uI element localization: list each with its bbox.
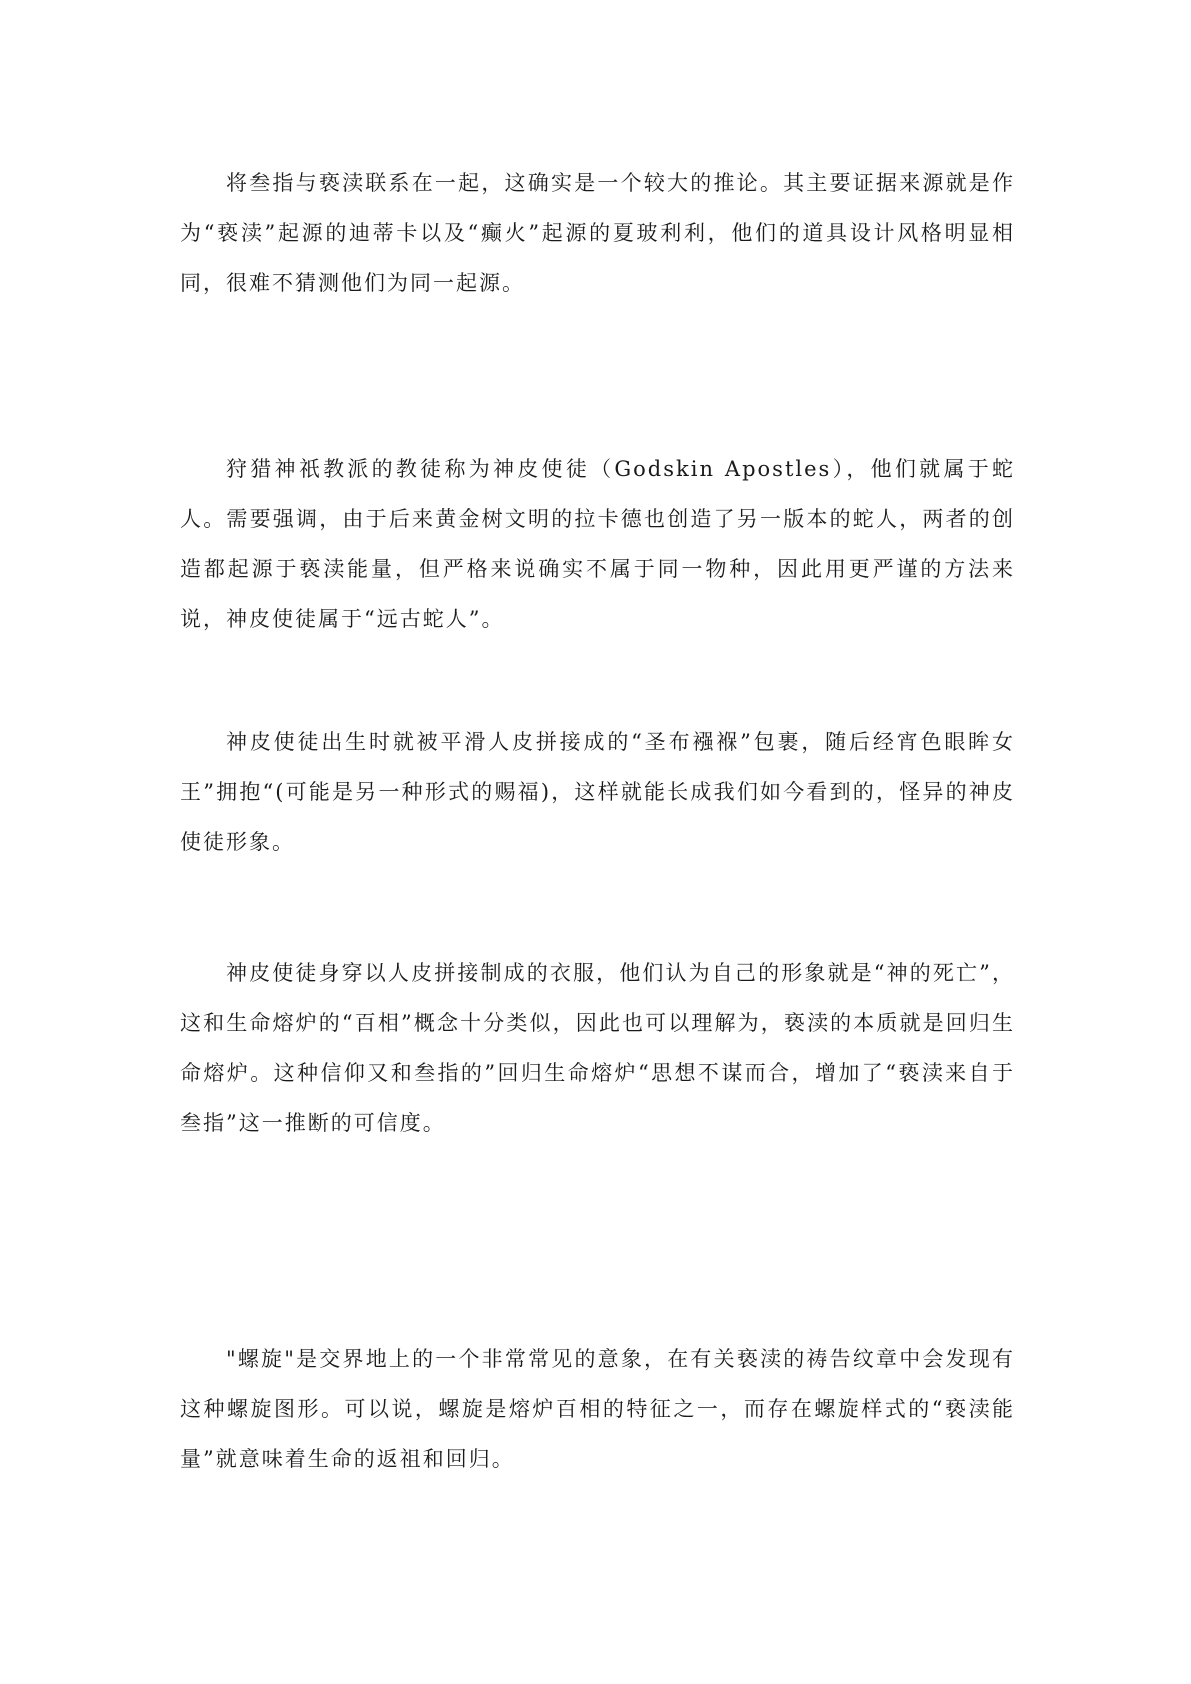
paragraph-godskin-birth: 神皮使徒出生时就被平滑人皮拼接成的“圣布襁褓”包裹，随后经宵色眼眸女王”拥抱“(可能是另一种形式的赐福)，这样就能长成我们如今看到的，怪异的神皮使徒形象。 [180, 730, 1015, 854]
paragraph-godskin-apostles: 狩猎神祇教派的教徒称为神皮使徒（Godskin Apostles），他们就属于蛇人。需要强调，由于后来黄金树文明的拉卡德也创造了另一版本的蛇人，两者的创造都起源于亵渎能量，但严格来说确实不属于同一物种，因此用更严谨的方法来说，神皮使徒属于“远古蛇人”。 [180, 457, 1015, 631]
paragraph-godskin-clothing: 神皮使徒身穿以人皮拼接制成的衣服，他们认为自己的形象就是“神的死亡”，这和生命熔炉的“百相”概念十分类似，因此也可以理解为，亵渎的本质就是回归生命熔炉。这种信仰又和叁指的”回归生命熔炉“思想不谋而合，增加了“亵渎来自于叁指”这一推断的可信度。 [180, 961, 1015, 1135]
paragraph-spiral-motif: "螺旋"是交界地上的一个非常常见的意象，在有关亵渎的祷告纹章中会发现有这种螺旋图形。可以说，螺旋是熔炉百相的特征之一，而存在螺旋样式的“亵渎能量”就意味着生命的返祖和回归。 [180, 1347, 1015, 1471]
paragraph-threefinger-blasphemy: 将叁指与亵渎联系在一起，这确实是一个较大的推论。其主要证据来源就是作为“亵渎”起源的迪蒂卡以及“癫火”起源的夏玻利利，他们的道具设计风格明显相同，很难不猜测他们为同一起源。 [180, 171, 1015, 295]
